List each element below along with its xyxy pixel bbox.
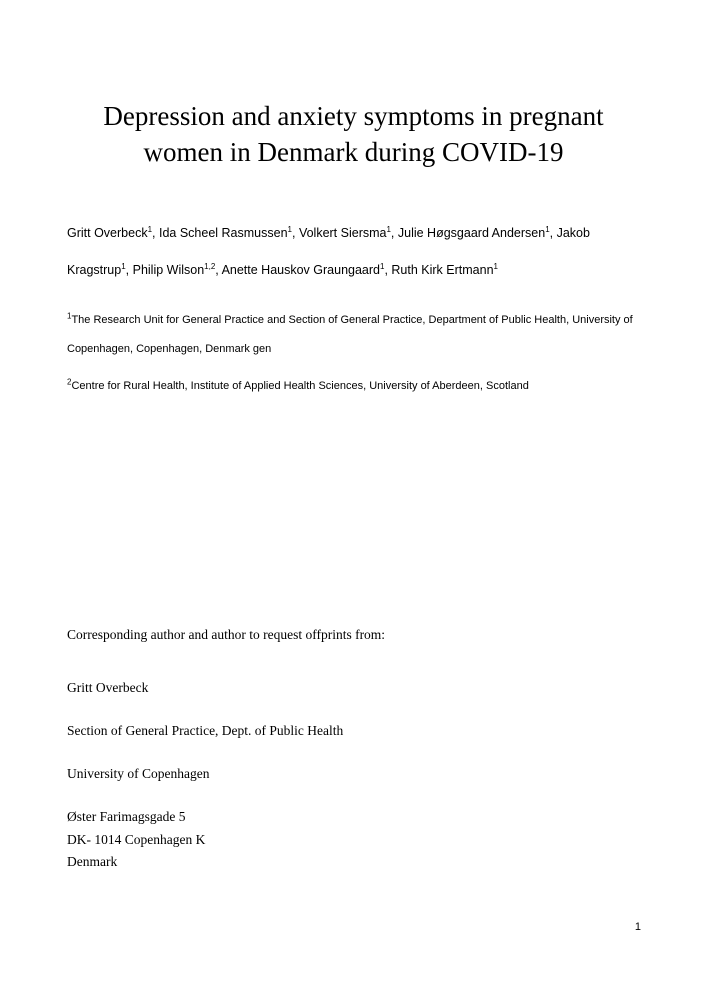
author-superscript: 1 [493, 261, 498, 271]
author-superscript: 1 [545, 224, 550, 234]
corresponding-heading: Corresponding author and author to request offprints from: [67, 627, 386, 642]
author-superscript: 1 [121, 261, 126, 271]
address-city: DK- 1014 Copenhagen K [67, 831, 206, 847]
affiliation-superscript: 2 [67, 377, 72, 387]
corresponding-institution: University of Copenhagen [67, 766, 210, 781]
author-superscript: 1,2 [204, 261, 216, 271]
page-number: 1 [634, 921, 641, 933]
affiliation: $^2$Centre for Rural Health, Institute of Applied Health Sciences, University of Aberdeen, Scotland [67, 377, 529, 392]
corresponding-address [67, 806, 642, 874]
address-street: Øster Farimagsgade 5 [67, 809, 186, 824]
affiliation-superscript: 1 [67, 311, 72, 321]
author-superscript: 1 [287, 224, 292, 234]
paper-title [67, 98, 640, 170]
title-line-2: women in Denmark during COVID-19 [143, 137, 564, 167]
author-superscript: 1 [386, 224, 391, 234]
corresponding-name: Gritt Overbeck [67, 680, 149, 695]
affiliation: $^1$The Research Unit for General Practice and Section of General Practice, Department of Public Health, University of Copenhagen, Copenhagen, Denmark gen [67, 311, 633, 355]
author-list: Gritt Overbeck$^1$, Ida Scheel Rasmussen$^1$, Volkert Siersma$^1$, Julie Høgsgaard Andersen$^1$, Jakob Kragstrup$^1$, Philip Wilson$^{1,2}$, Anette Hauskov Graungaard$^1$, Ruth Kirk Ertmann$^1$ [67, 224, 590, 277]
author-superscript: 1 [147, 224, 153, 234]
title-line-1: Depression and anxiety symptoms in pregnant [103, 101, 604, 131]
author-superscript: 1 [380, 261, 385, 271]
corresponding-department: Section of General Practice, Dept. of Public Health [67, 723, 344, 738]
address-country: Denmark [67, 854, 118, 869]
